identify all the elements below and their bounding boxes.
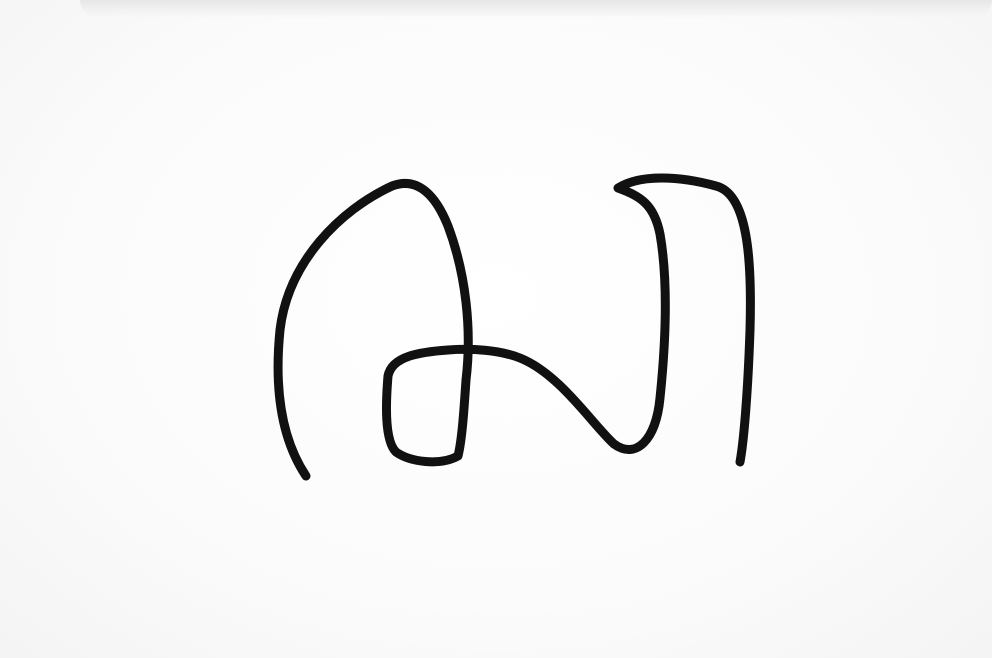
ink-stroke-arch-loop [278, 178, 750, 476]
